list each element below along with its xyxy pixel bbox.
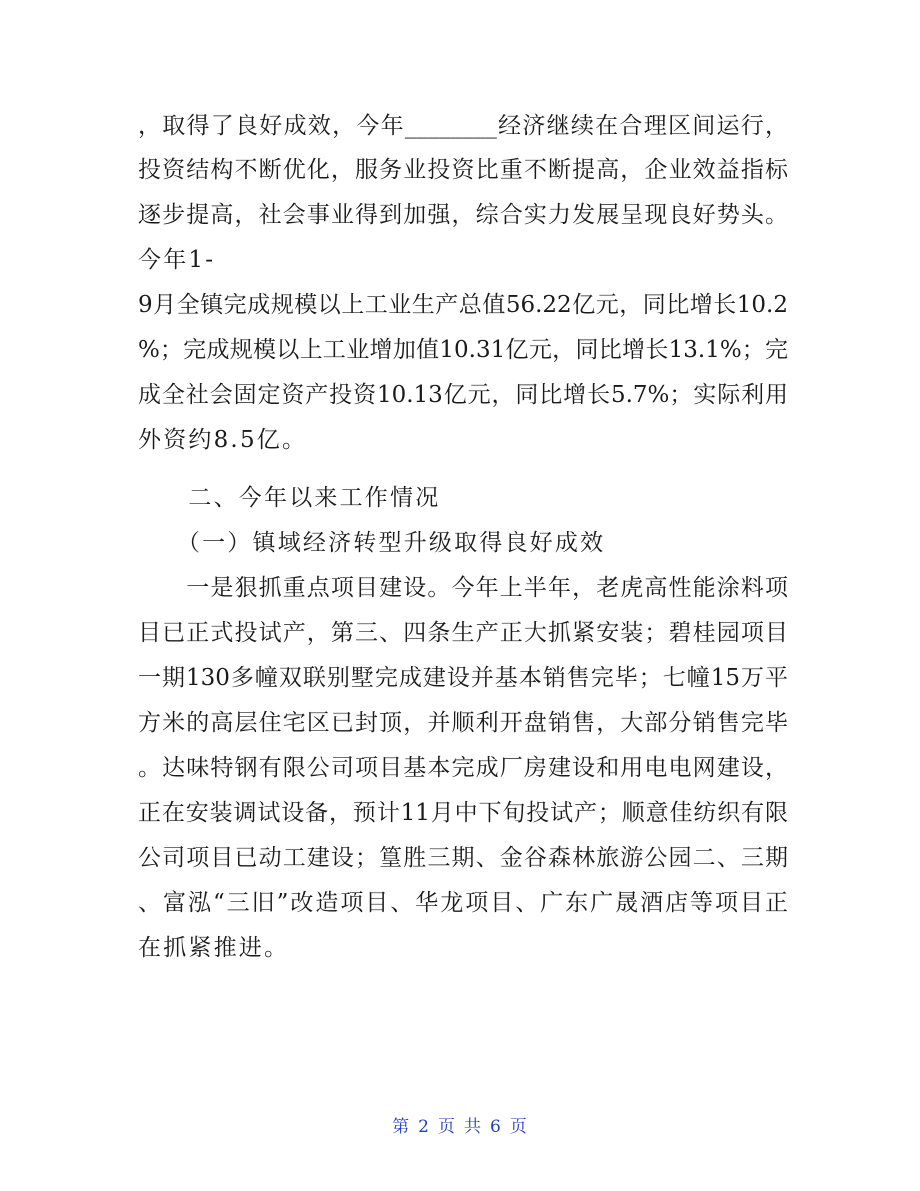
body-line-13: 一期130多幢双联别墅完成建设并基本销售完毕；七幢15万平: [138, 665, 788, 691]
body-line-12: 目已正式投试产，第三、四条生产正大抓紧安装；碧桂园项目: [138, 620, 788, 646]
body-line-1: ，取得了良好成效，今年________经济继续在合理区间运行，: [138, 113, 788, 139]
section-heading: 二、今年以来工作情况: [138, 485, 441, 511]
body-line-11: 一是狠抓重点项目建设。今年上半年，老虎高性能涂料项: [138, 575, 788, 601]
subsection-heading: （一）镇域经济转型升级取得良好成效: [138, 530, 606, 556]
footer-total-suffix: 页: [509, 1117, 528, 1137]
body-line-19: 在抓紧推进。: [138, 935, 290, 961]
footer-total-pages: 6: [490, 1117, 502, 1137]
body-line-16: 正在安装调试设备，预计11月中下旬投试产；顺意佳纺织有限: [138, 800, 788, 826]
body-line-2: 投资结构不断优化，服务业投资比重不断提高，企业效益指标: [138, 157, 788, 183]
body-line-18: 、富泓“三旧”改造项目、华龙项目、广东广晟酒店等项目正: [138, 890, 788, 916]
body-line-8: 外资约8.5亿。: [138, 427, 308, 453]
body-line-17: 公司项目已动工建设；篁胜三期、金谷森林旅游公园二、三期: [138, 845, 788, 871]
body-line-5: 9月全镇完成规模以上工业生产总值56.22亿元，同比增长10.2: [138, 292, 788, 318]
footer-page-prefix: 第: [392, 1117, 411, 1137]
footer-total-prefix: 共: [464, 1117, 482, 1137]
footer-page-word: 页: [438, 1117, 456, 1137]
body-line-3: 逐步提高，社会事业得到加强，综合实力发展呈现良好势头。: [138, 202, 788, 228]
body-line-4: 今年1-: [138, 247, 216, 273]
body-line-6: %；完成规模以上工业增加值10.31亿元，同比增长13.1%；完: [138, 337, 788, 363]
body-line-15: 。达味特钢有限公司项目基本完成厂房建设和用电电网建设，: [138, 755, 788, 781]
body-line-14: 方米的高层住宅区已封顶，并顺利开盘销售，大部分销售完毕: [138, 710, 788, 736]
footer-current-page: 2: [418, 1117, 430, 1137]
body-line-7: 成全社会固定资产投资10.13亿元，同比增长5.7%；实际利用: [138, 382, 788, 408]
page-footer: [0, 1112, 920, 1137]
